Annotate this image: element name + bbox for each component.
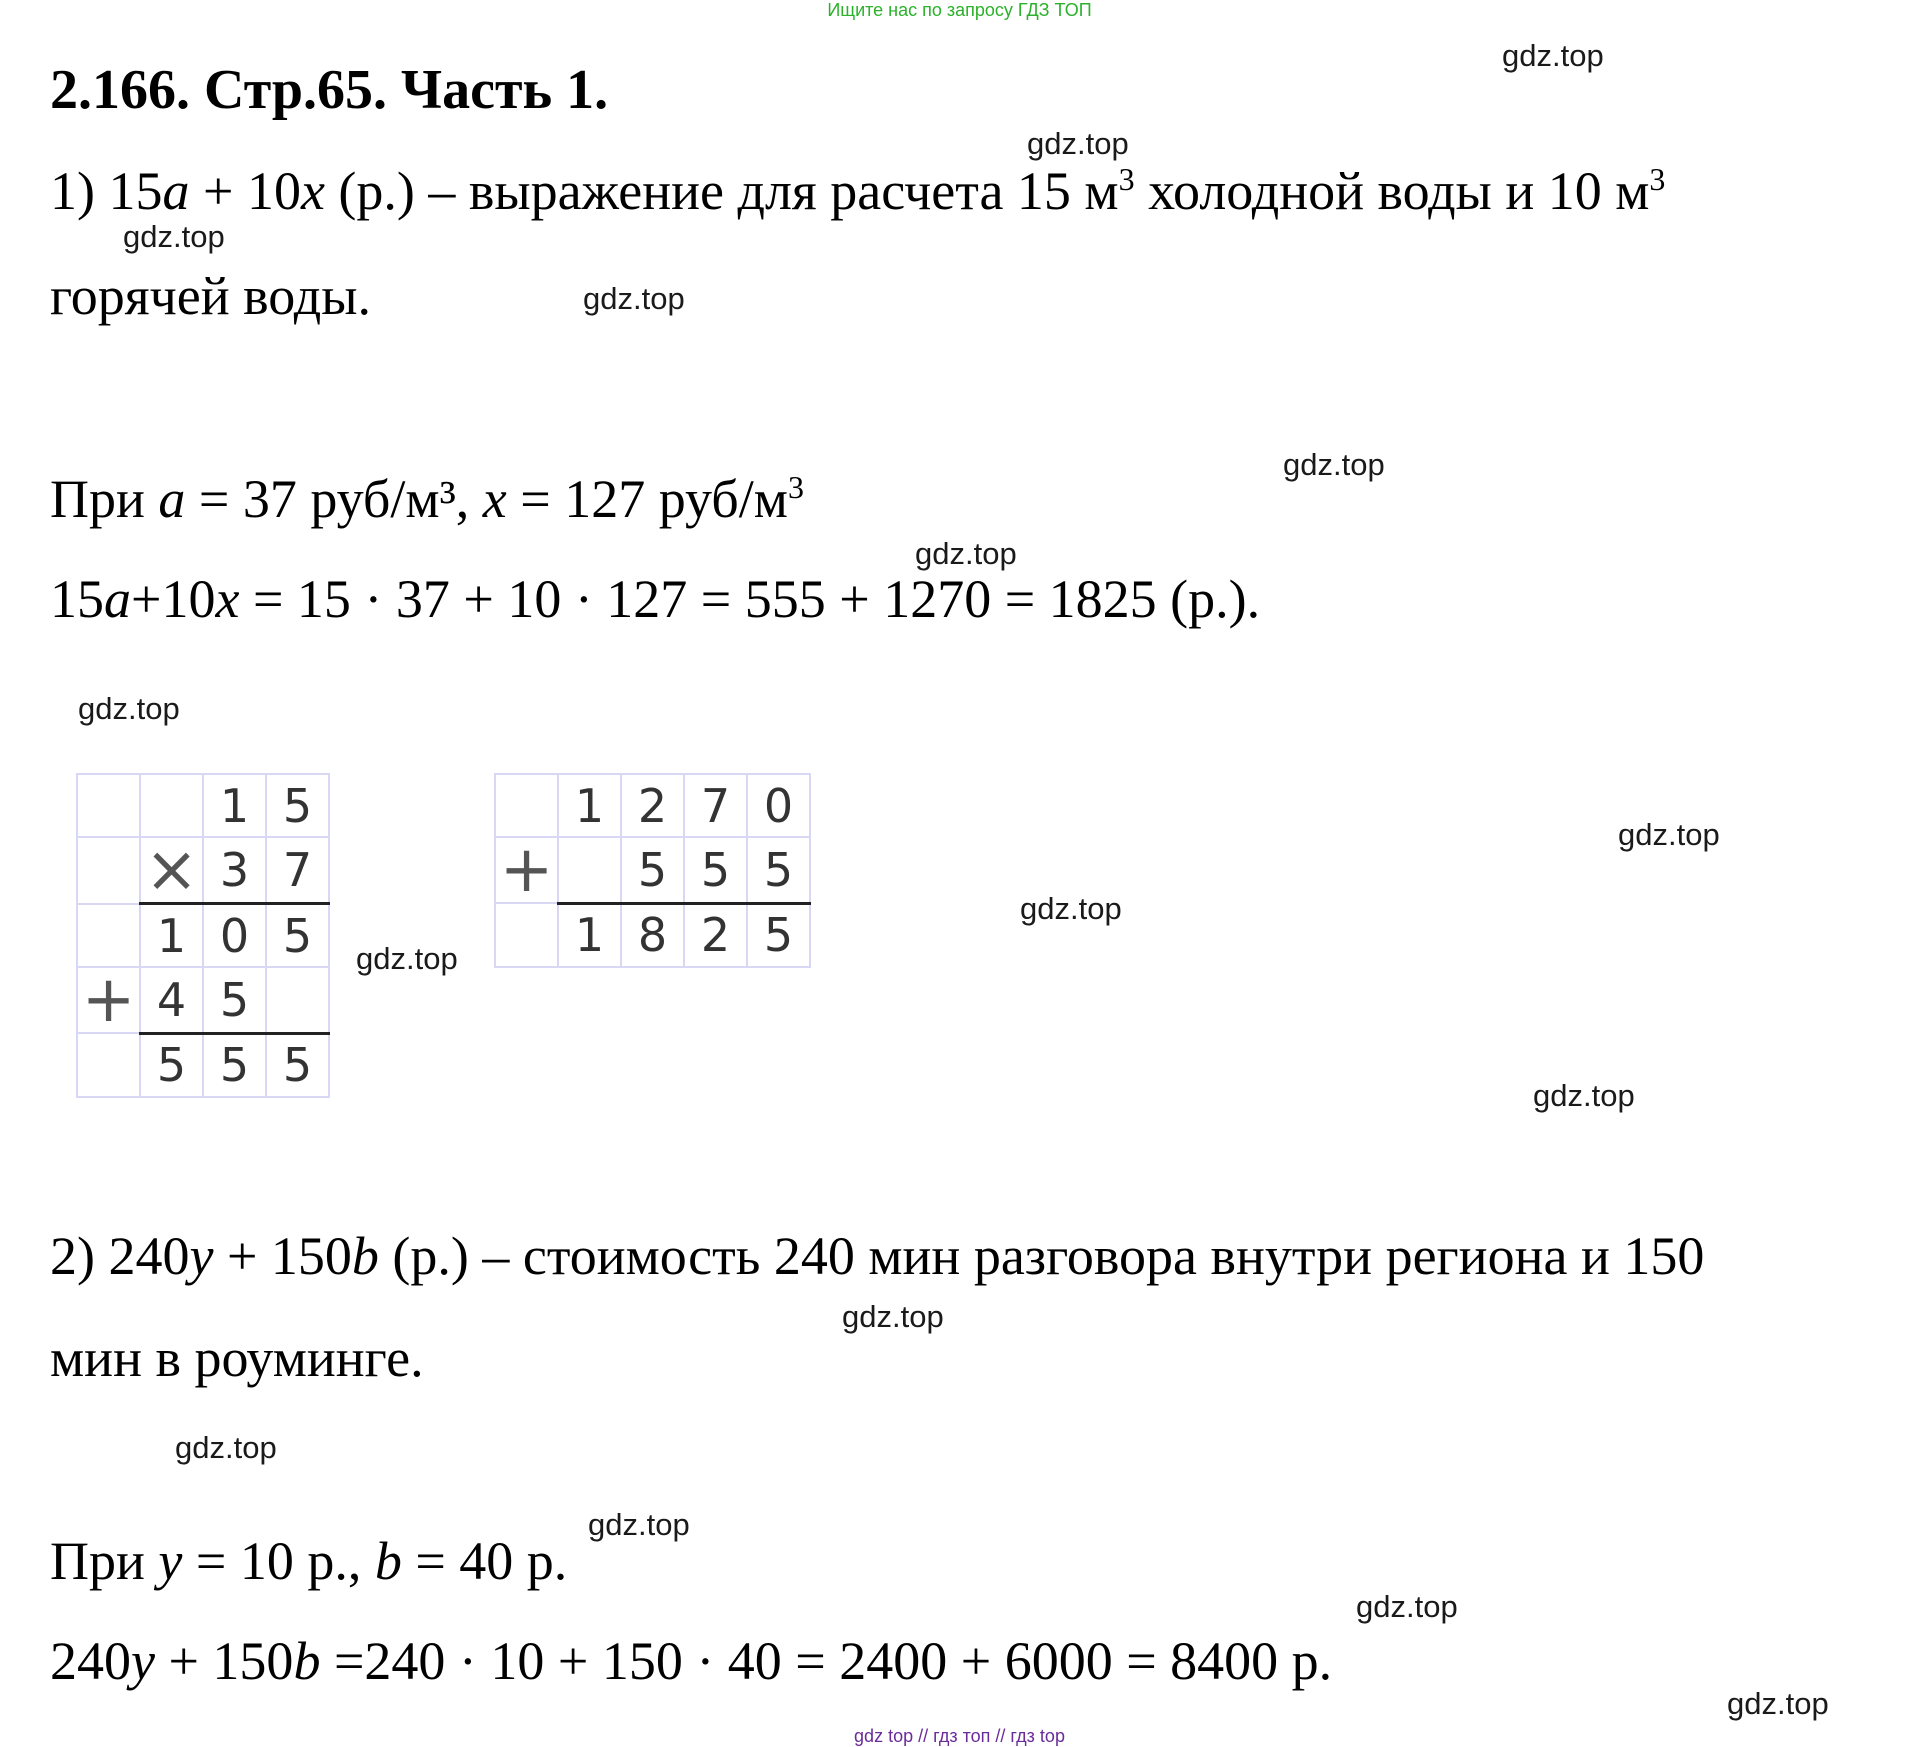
grid-cell [266,967,329,1033]
grid-cell: 3 [203,837,266,904]
grid-cell [495,774,558,837]
addition-grid [494,773,811,968]
part1-given: При a = 37 руб/м³, x = 127 руб/$м^3$ [50,469,804,529]
watermark: gdz.top [1027,126,1129,161]
multiply-sign: × [140,837,203,904]
grid-cell: 5 [266,774,329,837]
watermark: gdz.top [78,691,180,726]
part1-calc: 15a+10x = 15 · 37 + 10 · 127 = 555 + 1270 = 1825 (р.). [50,569,1261,629]
grid-cell: 1 [140,904,203,968]
grid-cell: 1 [558,903,621,967]
part1-line2: горячей воды. [50,266,371,326]
grid-cell [77,837,140,904]
watermark: gdz.top [842,1299,944,1334]
part2-line1: 2) 240y + 150b (р.) – стоимость 240 мин разговора внутри региона и 150 [50,1226,1705,1286]
grid-cell: 5 [747,837,810,903]
grid-cell: 5 [684,837,747,903]
grid-cell: 5 [203,967,266,1033]
plus-sign: + [77,967,140,1033]
watermark: gdz.top [1356,1589,1458,1624]
top-banner[interactable]: Ищите нас по запросу ГДЗ ТОП [827,0,1092,20]
grid-cell: 1 [558,774,621,837]
grid-cell [558,837,621,903]
grid-cell: 7 [684,774,747,837]
grid-cell: 5 [266,1033,329,1097]
page-title: 2.166. Стр.65. Часть 1. [50,59,609,121]
multiplication-grid [76,773,330,1098]
watermark: gdz.top [356,941,458,976]
part2-calc: 240y + 150b =240 · 10 + 150 · 40 = 2400 + 6000 = 8400 р. [50,1631,1333,1691]
watermark: gdz.top [1727,1686,1829,1721]
watermark: gdz.top [583,281,685,316]
grid-cell: 5 [140,1033,203,1097]
grid-cell [77,904,140,968]
grid-cell: 5 [747,903,810,967]
part2-given: При y = 10 р., b = 40 р. [50,1531,568,1591]
plus-sign: + [495,837,558,903]
grid-cell [77,1033,140,1097]
grid-cell: 5 [203,1033,266,1097]
watermark: gdz.top [123,219,225,254]
grid-cell: 0 [747,774,810,837]
grid-cell: 5 [621,837,684,903]
watermark: gdz.top [175,1430,277,1465]
watermark: gdz.top [1533,1078,1635,1113]
bottom-links[interactable]: gdz top // гдз топ // гдз top [854,1726,1065,1746]
watermark: gdz.top [1502,38,1604,73]
part1-line1: 1) 15a + 10x (р.) – выражение для расчета 15 $м^3$ холодной воды и 10 $м^3$ [50,161,1666,221]
grid-cell: 2 [621,774,684,837]
grid-cell: 8 [621,903,684,967]
grid-cell: 0 [203,904,266,968]
grid-cell: 7 [266,837,329,904]
grid-cell [140,774,203,837]
watermark: gdz.top [915,536,1017,571]
watermark: gdz.top [1618,817,1720,852]
watermark: gdz.top [1020,891,1122,926]
part2-line2: мин в роуминге. [50,1328,424,1388]
watermark: gdz.top [588,1507,690,1542]
grid-cell [495,903,558,967]
grid-cell: 5 [266,904,329,968]
grid-cell [77,774,140,837]
grid-cell: 4 [140,967,203,1033]
grid-cell: 1 [203,774,266,837]
watermark: gdz.top [1283,447,1385,482]
grid-cell: 2 [684,903,747,967]
